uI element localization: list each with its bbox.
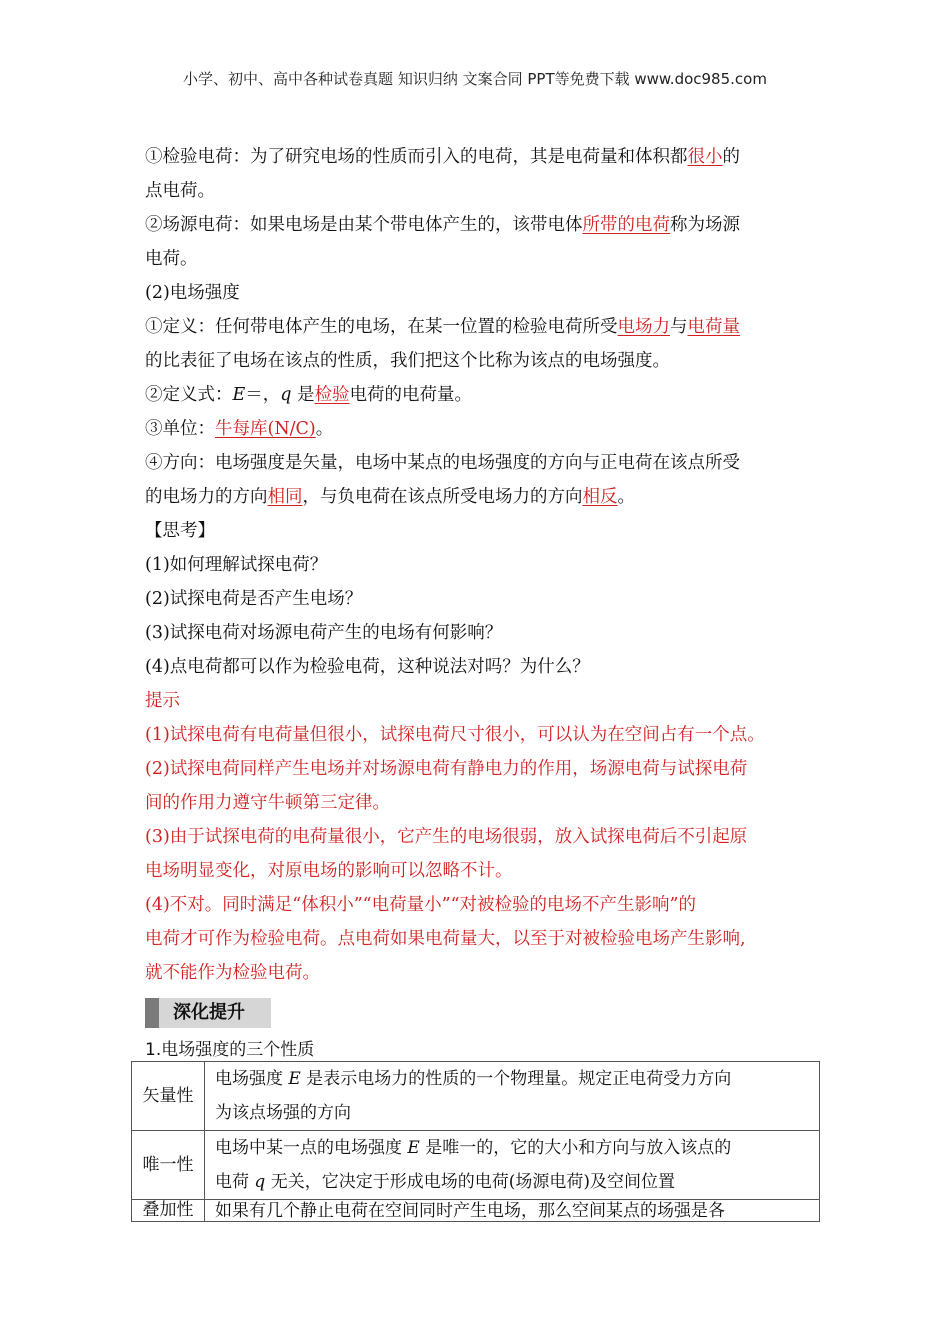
hint-heading: 提示 [145,691,180,711]
row-key: 矢量性 [132,1062,205,1131]
think-question: (3)试探电荷对场源电荷产生的电场有何影响？ [145,623,503,643]
answer-blank: 相同 [267,487,303,507]
section-subtitle: 1.电场强度的三个性质 [145,1040,315,1060]
answer-blank: 很小 [687,147,723,167]
table-row [132,1062,820,1131]
row-value: 电场中某一点的电场强度 E 是唯一的，它的大小和方向与放入该点的 电荷 q 无关，它决定于形成电场的电荷(场源电荷)及空间位置 [205,1131,820,1200]
think-question: (1)如何理解试探电荷？ [145,555,328,575]
paragraph-test-charge: ①检验电荷：为了研究电场的性质而引入的电荷，其是电荷量和体积都很小的 [145,147,740,167]
think-heading: 【思考】 [145,521,215,541]
row-key: 唯一性 [132,1131,205,1200]
hint-answer: 就不能作为检验电荷。 [145,963,320,983]
table-row [132,1131,820,1200]
answer-blank: 牛每库(N/C) [215,419,316,439]
paragraph-test-charge-cont: 点电荷。 [145,181,215,201]
paragraph-direction-cont: 的电场力的方向相同，与负电荷在该点所受电场力的方向相反。 [145,487,635,507]
hint-answer: (2)试探电荷同样产生电场并对场源电荷有静电力的作用，场源电荷与试探电荷 [145,759,748,779]
row-value: 如果有几个静止电荷在空间同时产生电场，那么空间某点的场强是各 [205,1200,820,1222]
answer-blank: 电场力 [617,317,670,337]
hint-answer: 电场明显变化，对原电场的影响可以忽略不计。 [145,861,513,881]
page-header: 小学、初中、高中各种试卷真题 知识归纳 文案合同 PPT等免费下载 www.doc985.com [183,70,767,88]
paragraph-source-charge: ②场源电荷：如果电场是由某个带电体产生的，该带电体所带的电荷称为场源 [145,215,740,235]
answer-blank: 所带的电荷 [582,215,670,235]
paragraph-direction: ④方向：电场强度是矢量，电场中某点的电场强度的方向与正电荷在该点所受 [145,453,740,473]
paragraph-definition: ①定义：任何带电体产生的电场，在某一位置的检验电荷所受电场力与电荷量 [145,317,740,337]
table-row [132,1200,820,1222]
hint-answer: 电荷才可作为检验电荷。点电荷如果电荷量大，以至于对被检验电场产生影响, [145,929,746,949]
heading-field-strength: (2)电场强度 [145,283,240,303]
paragraph-definition-cont: 的比表征了电场在该点的性质，我们把这个比称为该点的电场强度。 [145,351,670,371]
hint-answer: 间的作用力遵守牛顿第三定律。 [145,793,390,813]
hint-answer: (4)不对。同时满足“体积小”“电荷量小”“对被检验的电场不产生影响”的 [145,895,696,915]
paragraph-formula: ②定义式：E＝，q 是检验电荷的电荷量。 [145,385,473,405]
main-content [145,140,817,1068]
section-banner: 深化提升 [145,998,271,1028]
think-question: (2)试探电荷是否产生电场？ [145,589,363,609]
banner-bar [145,998,159,1028]
answer-blank: 检验 [314,385,350,405]
row-key: 叠加性 [132,1200,205,1222]
properties-table [131,1061,820,1222]
answer-blank: 相反 [582,487,618,507]
paragraph-unit: ③单位：牛每库(N/C)。 [145,419,334,439]
hint-answer: (1)试探电荷有电荷量但很小，试探电荷尺寸很小，可以认为在空间占有一个点。 [145,725,765,745]
row-value: 电场强度 E 是表示电场力的性质的一个物理量。规定正电荷受力方向 为该点场强的方向 [205,1062,820,1131]
hint-answer: (3)由于试探电荷的电荷量很小，它产生的电场很弱，放入试探电荷后不引起原 [145,827,748,847]
answer-blank: 电荷量 [687,317,740,337]
think-question: (4)点电荷都可以作为检验电荷，这种说法对吗？为什么？ [145,657,590,677]
paragraph-source-charge-cont: 电荷。 [145,249,198,269]
